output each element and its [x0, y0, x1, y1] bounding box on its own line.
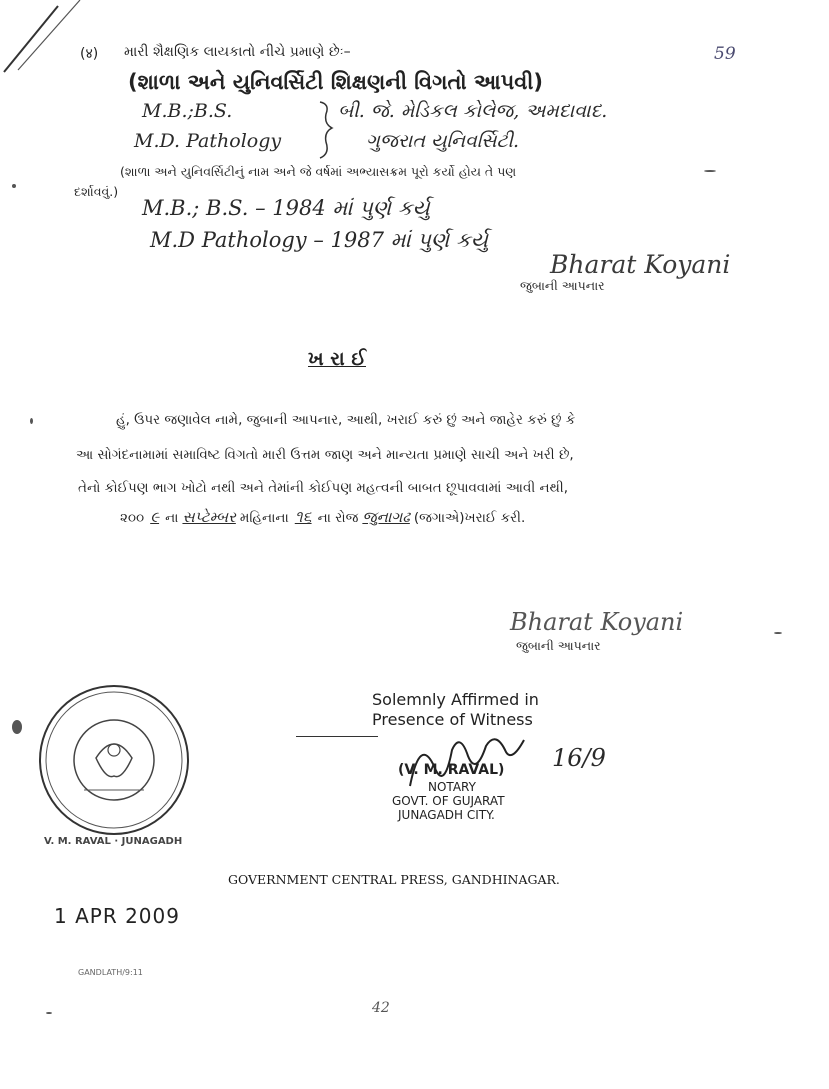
qualification-heading: મારી શૈક્ષણિક લાયકાતો નીચે પ્રમાણે છેઃ– — [124, 44, 351, 60]
signature-top: Bharat Koyani — [550, 250, 731, 279]
qualification-subheading: (શાળા અને યુનિવર્સિટી શિક્ષણની વિગતો આપવી) — [128, 70, 543, 94]
deponent-label-bottom: જુબાની આપનાર — [516, 638, 601, 653]
tiny-print: GANDLATH/9:11 — [78, 968, 143, 977]
notary-date: 16/9 — [552, 744, 606, 772]
date-text-4: (જગાએ)ખરાઈ કરી. — [413, 510, 526, 526]
instruction-line-1: (શાળા અને યુનિવર્સિટીનું નામ અને જે વર્ષમાં અભ્યાસક્રમ પૂરો કર્યો હોય તે પણ — [120, 164, 517, 179]
scan-speck — [12, 720, 22, 734]
date-year-fill: ૯ — [150, 508, 160, 526]
date-month-fill: સપ્ટેમ્બર — [182, 508, 236, 526]
scan-speck — [774, 632, 782, 634]
affirmation-line-3: તેનો કોઈપણ ભાગ ખોટો નથી અને તેમાંની કોઈપણ મહત્વની બાબત છૂપાવવામાં આવી નથી, — [78, 480, 569, 496]
date-text-2: મહિનાના — [239, 510, 289, 526]
affirmation-heading: ખ રા ઈ — [308, 348, 366, 370]
scan-speck — [30, 418, 33, 424]
qualification-degree-2: M.D. Pathology — [134, 130, 282, 152]
press-line: GOVERNMENT CENTRAL PRESS, GANDHINAGAR. — [228, 872, 560, 887]
notary-name: (V. M. RAVAL) — [398, 762, 505, 778]
notary-govt: GOVT. OF GUJARAT — [392, 794, 505, 808]
stamp-date: 1 APR 2009 — [54, 904, 180, 928]
notary-city: JUNAGADH CITY. — [398, 808, 495, 822]
instruction-line-2: દર્શાવવું.) — [74, 184, 119, 199]
signature-bottom: Bharat Koyani — [510, 608, 684, 636]
completion-year-2: M.D Pathology – 1987 માં પુર્ણ કર્યુ — [150, 228, 488, 252]
date-place-fill: જુનાગઢ — [362, 508, 410, 526]
affirmed-line-1: Solemnly Affirmed in — [372, 690, 539, 709]
deponent-label-top: જુબાની આપનાર — [520, 278, 605, 293]
notary-seal — [34, 680, 194, 840]
date-text-1: ના — [165, 510, 179, 526]
section-number: (४) — [80, 46, 99, 62]
completion-year-1: M.B.; B.S. – 1984 માં પુર્ણ કર્યુ — [142, 196, 430, 220]
witness-rule — [296, 736, 378, 737]
scan-speck — [46, 1012, 52, 1014]
affirmation-line-2: આ સોગંદનામામાં સમાવિષ્ટ વિગતો મારી ઉત્તમ જાણ અને માન્યતા પ્રમાણે સાચી અને ખરી છે, — [76, 447, 574, 463]
seal-text: V. M. RAVAL · JUNAGADH — [44, 836, 183, 847]
page-footer: 42 — [372, 1000, 390, 1016]
scan-stroke-mark — [0, 0, 90, 80]
notary-title: NOTARY — [428, 780, 476, 794]
page-number-top: 59 — [714, 44, 736, 64]
affirmed-line-2: Presence of Witness — [372, 710, 533, 729]
qualification-institution-2: ગુજરાત યુનિવર્સિટી. — [366, 130, 520, 152]
affirmation-date-line — [120, 507, 525, 527]
brace-mark — [316, 100, 336, 160]
scan-speck — [704, 170, 716, 172]
date-day-fill: ૧૬ — [294, 507, 312, 526]
qualification-institution-1: બી. જે. મેડિકલ કોલેજ, અમદાવાદ. — [338, 100, 608, 122]
qualification-degree-1: M.B.;B.S. — [142, 100, 233, 122]
date-year-prefix: ૨૦૦ — [120, 510, 145, 526]
scan-speck — [12, 184, 16, 188]
affirmation-line-1: હું, ઉપર જણાવેલ નામે, જુબાની આપનાર, આથી, ખરાઈ કરું છું અને જાહેર કરું છું કે — [116, 412, 576, 428]
date-text-3: ના રોજ — [317, 510, 359, 526]
